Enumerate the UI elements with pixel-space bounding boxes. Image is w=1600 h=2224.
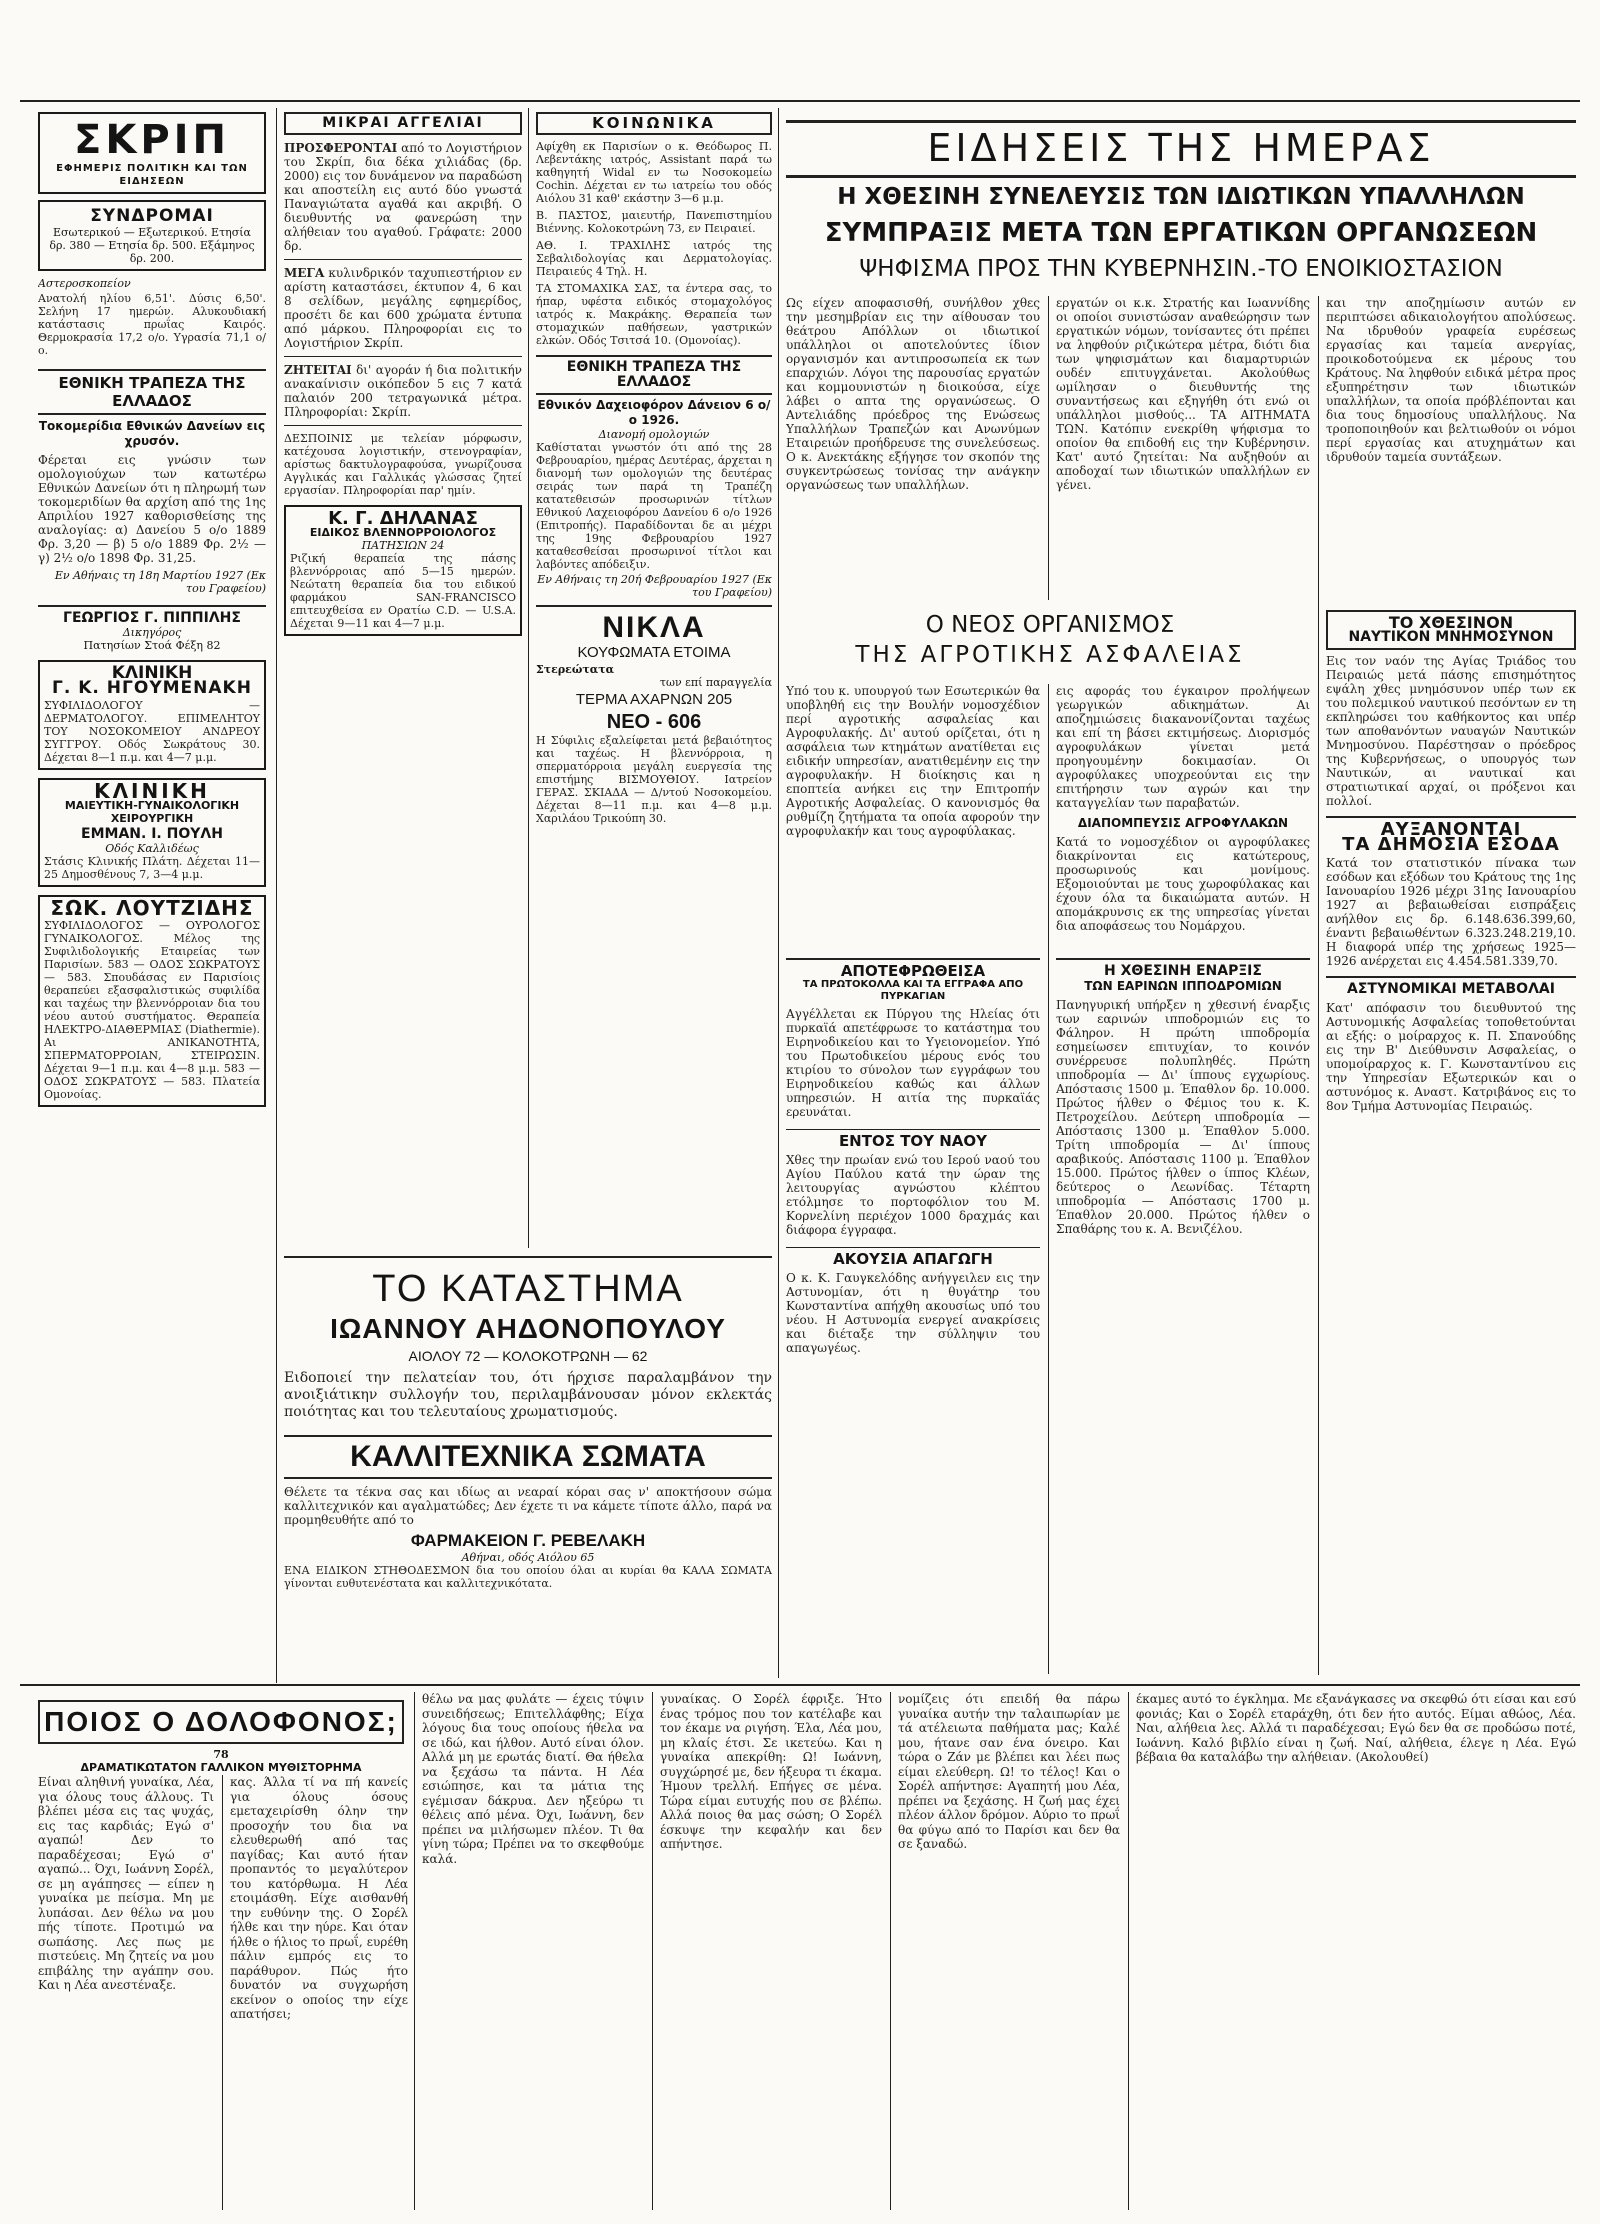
col-divider: [1318, 600, 1319, 1675]
fire-sub: ΤΑ ΠΡΩΤΟΚΟΛΛΑ ΚΑΙ ΤΑ ΕΓΓΡΑΦΑ ΑΠΟ ΠΥΡΚΑΓΙΑΝ: [802, 979, 1024, 1002]
small-ad-3-text: δι' αγοράν ή δια πολιτικήν ανακαίνισιν οικόπεδον 5 εις 7 κατά παλαιόν 200 τετραγωνικά μέτρα. Πληροφορίαι: Σκρίπ.: [284, 363, 522, 419]
horse-text: Πανηγυρική υπήρξεν η χθεσινή έναρξις των εαρινών ιπποδρομιών εις το Φάληρον. Η πρώτη ιπποδρομία εσημείωσεν επιτυχίαν, το κοινόν συνέρρευσε πολυπληθές. Πρώτη ιπποδρομία — Δι' ίππους εγχωρίους. Απόστασις 1500 μ. Έπαθλον δρ. 10.000. Πρώτος ήλθεν ο Φέμιος του κ. Κ. Πετροχείλου. Δεύτερη ιπποδρομία — Απόστασις 1300 μ. Έπαθλον 5.000. Τρίτη ιπποδρομία — Δι' ίππους αραβικούς. Απόστασις 1100 μ. Έπαθλον 15.000. Πρώτος ήλθεν ο ίππος Κλέων, δεύτερος ο Λεωνίδας. Τέταρτη ιπποδρομία — Απόστασις 1700 μ. Έπαθλον 20.000. Πρώτος ήλθεν ο Σπαθάρης του κ. Α. Βενιζέλου.: [1056, 998, 1310, 1236]
fire-title: ΑΠΟΤΕΦΡΩΘΕΙΣΑ: [786, 958, 1040, 979]
agri-col-a: Υπό του κ. υπουργού των Εσωτερικών θα υποβληθή εις την Βουλήν νομοσχέδιον περί αγροτικής ασφαλείας και Αγροφυλακής. Δι' αυτού ορίζεται, ότι η ασφάλεια των κτημάτων ανατίθεται εις ειδικήν υπηρεσίαν, ανατιθεμένην εις την αγροφυλακήν. Η διοίκησις και η εποπτεία ανήκει εις την Επιτροπήν Αγροτικής Ασφαλείας. Ο κανονισμός θα ρυθμίζη ζητήματα τα οποία αφορούν την αγροφυλακήν και τους αγροφύλακας.: [786, 684, 1040, 838]
clinic1-text: ΣΥΦΙΛΙΔΟΛΟΓΟΥ — ΔΕΡΜΑΤΟΛΟΓΟΥ. ΕΠΙΜΕΛΗΤΟΥ ΤΟΥ ΝΟΣΟΚΟΜΕΙΟΥ ΑΝΔΡΕΟΥ ΣΥΓΓΡΟΥ. Οδός Σωκράτους 30. Δέχεται 8—1 π.μ. και 4—7 μ.μ.: [44, 699, 260, 764]
agri-news-col: [786, 958, 1040, 1658]
art-title: ΚΑΛΛΙΤΕΧΝΙΚΑ ΣΩΜΑΤΑ: [284, 1435, 772, 1479]
small-ad-2-title: ΜΕΓΑ: [284, 266, 325, 280]
clinic2-sub: ΜΑΙΕΥΤΙΚΗ-ΓΥΝΑΙΚΟΛΟΓΙΚΗ ΧΕΙΡΟΥΡΓΙΚΗ: [64, 799, 240, 825]
art-text: Θέλετε τα τέκνα σας και ιδίως αι νεαραί κόραι σας ν' αποκτήσουν σώμα καλλιτεχνικόν και αγαλματώδες; Δεν έχετε τι να κάμετε τίποτε άλλο, παρά να προμηθευθήτε από το: [284, 1485, 772, 1527]
revenue-title: ΑΥΞΑΝΟΝΤΑΙ: [1326, 816, 1576, 837]
bank-date: Εν Αθήναις τη 18η Μαρτίου 1927 (Εκ του Γραφείου): [54, 569, 266, 595]
serial-col-4: γυναίκας. Ο Σορέλ έφριξε. Ήτο ένας τρόμος που τον κατέλαβε και τον έκαμε να ριγήση. Έλα, Λέα μου, μη κλαίς έτσι. Σε ικετεύω. Και η γυναίκα απεκρίθη: Ω! Ιωάννη, συγχώρησέ με, δεν ήξευρα τι έκαμα. Ήμουν τρελλή. Επήγες σε μένα. Τώρα είμαι ευτυχής που σε βλέπω. Αλλά ποιος θα μας σώση; Ο Σορέλ έσκυψε την κεφαλήν και δεν απήντησε.: [660, 1692, 882, 1851]
divider: [536, 605, 772, 607]
church-title: ΕΝΤΟΣ ΤΟΥ ΝΑΟΥ: [786, 1129, 1040, 1149]
agri-headline-1: Ο ΝΕΟΣ ΟΡΓΑΝΙΣΜΟΣ: [925, 612, 1175, 638]
small-ad-1: [284, 141, 522, 253]
lead-col-b: εργατών οι κ.κ. Στρατής και Ιωαννίδης οι οποίοι συνιστώσαν αναθεώρησιν των εργατικών νόμων, τονίσαντες ότι πρέπει να ληφθούν ριζικώτερα μέτρα, διότι δια των ψηφισμάτων και διαμαρτυριών ουδέν επιτυγχάνεται. Ακολούθως ωμίλησαν ο διευθυντής της συναντήσεως και εξηγήθη ότι ενώ οι υπάλληλοι μισθούς... ΤΑ ΑΙΤΗΜΑΤΑ ΤΩΝ. Κατόπιν ενεκρίθη ψήφισμα το οποίον θα επιδοθή εις την Κυβέρνησιν. Κατ' αυτό ζητείται: Να αυξηθούν αι αποδοχαί των ιδιωτικών υπαλλήλων εν γένει.: [1056, 296, 1310, 492]
news-masthead: [786, 120, 1576, 178]
nikla-sub: ΚΟΥΦΩΜΑΤΑ ΕΤΟΙΜΑ: [577, 644, 731, 661]
col-divider: [414, 1692, 415, 2210]
bank-sub: Τοκομερίδια Εθνικών Δανείων εις χρυσόν.: [38, 419, 266, 448]
small-ad-2: [284, 266, 522, 350]
divider: [284, 425, 522, 426]
agri-text-c: Κατά το νομοσχέδιον οι αγροφύλακες διακρίνονται εις κατώτερους, προσωρινούς και μονίμους. Εξομοιούνται με τους χωροφύλακας και έχουν όλα τα δικαιώματα αυτών. Η απομάκρυνσις εκ της υπηρεσίας γίνεται δια αποφάσεως του Νομάρχου.: [1056, 835, 1310, 933]
subscriptions-box: [38, 200, 266, 271]
dhlanas-ad: [284, 505, 522, 636]
abduction-text: Ο κ. Κ. Γαυγκελόδης ανήγγειλεν εις την Αστυνομίαν, ότι η θυγάτηρ του Κωνσταντίνα απήχθη ακουσίως υπό του νέου. Η Αστυνομία ενεργεί ανακρίσεις και διέταξε την σύλληψιν του απαγωγέως.: [786, 1271, 1040, 1355]
abduction-title: ΑΚΟΥΣΙΑ ΑΠΑΓΩΓΗ: [786, 1247, 1040, 1267]
dhlanas-name: Κ. Γ. ΔΗΛΑΝΑΣ: [328, 508, 478, 529]
bank2-date: Εν Αθήναις τη 20ή Φεβρουαρίου 1927 (Εκ του Γραφείου): [537, 573, 772, 599]
clinic2-text: Στάσις Κλινικής Πλάτη. Δέχεται 11—25 Δημοσθένους 7, 3—4 μ.μ.: [44, 855, 260, 881]
serial-number: 78: [213, 1748, 229, 1761]
bank2-sub: Εθνικόν Δαχειοφόρον Δάνειον 6 ο/ο 1926.: [537, 398, 771, 427]
lead-headline-1: Η ΧΘΕΣΙΝΗ ΣΥΝΕΛΕΥΣΙΣ ΤΩΝ ΙΔΙΩΤΙΚΩΝ ΥΠΑΛΛΗΛΩΝ: [837, 184, 1525, 210]
paper-subtitle: ΕΦΗΜΕΡΙΣ ΠΟΛΙΤΙΚΗ ΚΑΙ ΤΩΝ ΕΙΔΗΣΕΩΝ: [56, 163, 248, 187]
clinic2-addr: Οδός Καλλιδέως: [105, 842, 199, 855]
police-title: ΑΣΤΥΝΟΜΙΚΑΙ ΜΕΤΑΒΟΛΑΙ: [1326, 976, 1576, 997]
clinic1-name: Γ. Κ. ΗΓΟΥΜΕΝΑΚΗ: [52, 678, 252, 698]
col-divider: [652, 1692, 653, 2210]
subscriptions-title: ΣΥΝΔΡΟΜΑΙ: [90, 206, 214, 226]
col-divider: [890, 1692, 891, 2210]
police-text: Κατ' απόφασιν του διευθυντού της Αστυνομικής Ασφαλείας τοποθετούνται αι εξής: ο μοίραρχος κ. Π. Σπανούδης εις την Β' Διεύθυνσιν Ασφαλείας, ο υπομοίραρχος κ. Γ. Κωνσταντίνου εις την Υπηρεσίαν Εξωτερικών και ο αστυνόμος κ. Αναστ. Κατριβάνος εις το 8ον Τμήμα Αστυνομίας Πειραιώς.: [1326, 1001, 1576, 1113]
fire-text: Αγγέλλεται εκ Πύργου της Ηλείας ότι πυρκαϊά απετέφρωσε το κατάστημα του Ειρηνοδικείου και το Υγειονομείον. Υπό του Πρωτοδικείου μέρους ενός του κτιρίου το σύνολον των εγγράφων του Ειρηνοδικείου καθώς και άλλων υπηρεσιών. Η αιτία της πυρκαϊάς ερευνάται.: [786, 1007, 1040, 1119]
col-divider: [1318, 296, 1319, 600]
social-item-2: Β. ΠΑΣΤΟΣ, μαιευτήρ, Πανεπιστημίου Βιέννης. Κολοκοτρώνη 73, εν Πειραιεί.: [536, 209, 772, 235]
clinic2-box: [38, 778, 266, 887]
store-addr: ΑΙΟΛΟΥ 72 — ΚΟΛΟΚΟΤΡΩΝΗ — 62: [408, 1348, 648, 1364]
horse-title: Η ΧΘΕΣΙΝΗ ΕΝΑΡΞΙΣ: [1056, 958, 1310, 979]
top-rule: [20, 100, 1580, 102]
serial-col-6: έκαμες αυτό το έγκλημα. Με εξανάγκασες να σκεφθώ ότι είσαι και εσύ φονιάς; Και ο Σορέλ εταράχθη, ότι δεν ήτο αυτός. Είμαι αθώος, Λέα. Ναι, αλήθεια λες. Αλλά τι παραδέχεσαι; Εγώ δεν θα σε προδώσω ποτέ, Ιωάννη. Καλό βιβλίο είναι η ζωή. Ναί, αλήθεια, έλεγε η Λέα. Εγώ βέβαια θα καταλάβω την αλήθειαν. (Ακολουθεί): [1136, 1692, 1576, 1764]
horse-col: [1056, 958, 1310, 1658]
pharmacy-text: ΕΝΑ ΕΙΔΙΚΟΝ ΣΤΗΘΟΔΕΣΜΟΝ δια του οποίου όλαι αι κυρίαι θα ΚΑΛΑ ΣΩΜΑΤΑ γίνονται ευθυτενέστατα και καλλιτεχνικότατα.: [284, 1564, 772, 1590]
doctor2-name: ΣΩΚ. ΛΟΥΤΖΙΔΗΣ: [50, 896, 254, 920]
lead-headline-2: ΣΥΜΠΡΑΞΙΣ ΜΕΤΑ ΤΩΝ ΕΡΓΑΤΙΚΩΝ ΟΡΓΑΝΩΣΕΩΝ: [824, 218, 1538, 248]
doctor2-box: [38, 895, 266, 1107]
store-text: Ειδοποιεί την πελατείαν του, ότι ήρχισε παραλαμβάνον την ανοιξιάτικην συλλογήν του, περιλαμβάνουσαν μόνον εκλεκτάς ποιότητας και του τελευταίους χρωματισμούς.: [284, 1370, 772, 1420]
lead-col-c: και την αποζημίωσιν αυτών εν περιπτώσει αδικαιολογήτου απολύσεως. Να ιδρυθούν γραφεία ευρέσεως εργασίας και ταμεία ανεργίας, προικοδοτούμενα εκ μέρους του Κράτους. Να ληφθούν ειδικά μέτρα προς εξυπηρέτησιν των ιδιωτικών υπαλλήλων, τα οποία πρόβλέπονται και δια τους δημοσίους υπαλλήλους. Να τροποποιηθούν και βελτιωθούν οι νόμοι περί εργασίας και ατυχημάτων και ιδρυθούν ταμεία συντάξεων.: [1326, 296, 1576, 464]
doctor1-name: ΓΕΩΡΓΙΟΣ Γ. ΠΙΠΠΙΛΗΣ: [38, 605, 266, 626]
small-ad-1-text: από το Λογιστήριον του Σκρίπ, δια δέκα χιλιάδας (δρ. 2000) εις τον δυνάμενον να παραδώση και αποστείλη εις αυτό δύο γνωστά Παναγιώτατα αγαθά και ακριβή. Ο διευθυντής να φανερώση την αλήθειαν του αγαθού. Γράφατε: 2000 δρ.: [284, 141, 522, 253]
serial-header: [38, 1700, 404, 1774]
agri-headline-2: ΤΗΣ ΑΓΡΟΤΙΚΗΣ ΑΣΦΑΛΕΙΑΣ: [855, 642, 1245, 668]
bank-text: Φέρεται εις γνώσιν των ομολογιούχων των κατωτέρω Εθνικών Δανείων ότι η πληρωμή των τοκομεριδίων θα αρχίση από της 1ης Απριλίου 1927 καθορισθείσης της αναλογίας: α) Δανείου 5 ο/ο 1889 Φρ. 3,20 — β) 5 ο/ο 1889 Φρ. 2½ — γ) 2½ ο/ο 1898 Φρ. 31,25.: [38, 453, 266, 565]
col-divider: [222, 1775, 223, 2210]
revenue-text: Κατά τον στατιστικόν πίνακα των εσόδων και εξόδων του Κράτους της 1ης Ιανουαρίου 1926 μέχρι 31ης Ιανουαρίου 1927 αι βεβαιωθείσαι εισπράξεις ανήλθον εις δρ. 6.148.636.399,60, έναντι βεβαιωθέντων 6.323.248.219,10. Η διαφορά υπέρ της χρήσεως 1925—1926 ανέρχεται εις 4.454.581.339,70.: [1326, 856, 1576, 968]
agri-headlines: [786, 610, 1314, 670]
serial-subtitle: ΔΡΑΜΑΤΙΚΩΤΑΤΟΝ ΓΑΛΛΙΚΟΝ ΜΥΘΙΣΤΟΡΗΜΑ: [80, 1761, 362, 1774]
right-column: [1326, 610, 1576, 1675]
naval-text: Εις τον ναόν της Αγίας Τριάδος του Πειραιώς μετά πάσης επισημότητος εψάλη χθες μνημόσυνον υπέρ των εκ του πολεμικού ναυτικού πεσόντων εν τη εκπληρώσει του καθήκοντος και υπέρ των αποθανόντων ναυαγών Ναυτικών Μνημοσύνου. Παρέστησαν ο πρόεδρος της Κυβερνήσεως, ο υπουργός των Ναυτικών, αι ναυτικαί και στρατιωτικαί αρχαί, οι πρόξενοι και πολλοί.: [1326, 654, 1576, 808]
bank2-sub2: Διανομή ομολογιών: [598, 428, 710, 441]
social-item-3: ΑΘ. Ι. ΤΡΑΧΙΛΗΣ ιατρός της Σεβαλιδολογίας και Δερματολογίας. Πειραιεύς 4 Τηλ. Η.: [536, 239, 772, 278]
clinic2-name: ΕΜΜΑΝ. Ι. ΠΟΥΛΗ: [81, 826, 223, 842]
serial-col-2: κας. Άλλα τί να πή κανείς για όλους όσους εμεταχειρίσθη όλην την προσοχήν του δια να ελευθερωθή από τας παγίδας; Και αυτό ήταν προπαντός το μεγαλύτερον του κατόρθωμα. Η Λέα ετοιμάσθη. Είχε αισθανθή την ευθύνην της. Ο Σορέλ ήλθε και την ηύρε. Και όταν ήλθε ο ήλιος το πρωΐ, ευρέθη πάλιν εμπρός εις το παράθυρον. Πώς ήτο δυνατόν να συγχωρήση εκείνον ο οποίος την είχε απατήσει;: [230, 1775, 408, 2021]
col-divider: [276, 108, 277, 1683]
astro-label: Αστεροσκοπείον: [38, 277, 131, 290]
small-ad-4: ΔΕΣΠΟΙΝΙΣ με τελείαν μόρφωσιν, κατέχουσα λογιστικήν, στενογραφίαν, αρίστως δακτυλογραφούσα, γνωρίζουσα Αγγλικάς και Γαλλικάς γλώσσας ζητεί εργασίαν. Πληροφορίαι παρ' ημίν.: [284, 432, 522, 497]
nikla-line2: των επί παραγγελία: [659, 676, 772, 689]
agri-subhead: ΔΙΑΠΟΜΠΕΥΣΙΣ ΑΓΡΟΦΥΛΑΚΩΝ: [1077, 816, 1289, 830]
nikla-addr: ΤΕΡΜΑ ΑΧΑΡΝΩΝ 205: [575, 691, 733, 708]
left-column: [38, 112, 266, 1677]
neo606-title: ΝΕΟ - 606: [606, 711, 702, 733]
naval-title: ΤΟ ΧΘΕΣΙΝΟΝ: [1326, 610, 1576, 630]
col-divider: [778, 108, 779, 1678]
small-ad-3-title: ΖΗΤΕΙΤΑΙ: [284, 363, 352, 377]
small-ads-column: [284, 112, 522, 1252]
bank2-text: Καθίσταται γνωστόν ότι από της 28 Φεβρουαρίου, ημέρας Δευτέρας, άρχεται η διανομή των ομολογιών της δευτέρας σειράς των παρά τη Τραπέζη κατατεθεισών προσωρινών τίτλων Εθνικού Λαχειοφόρου Δανείου 6 ο/ο 1926 (Επιτροπής). Παραδίδονται δε αι μέχρι της 19ης Φεβρουαρίου 1927 καταθεσθείσαι προσωρινοί τίτλοι και λαβόντες απόδειξιν.: [536, 441, 772, 571]
col-divider: [1048, 684, 1049, 1674]
paper-nameplate: [38, 112, 266, 194]
social-title: ΚΟΙΝΩΝΙΚΑ: [536, 112, 772, 135]
dhlanas-addr: ΠΑΤΗΣΙΩΝ 24: [361, 539, 445, 552]
paper-name: ΣΚΡΙΠ: [74, 117, 230, 163]
serial-col-3: θέλω να μας φυλάτε — έχεις τύψιν συνειδήσεως; Επιτελλάφθης; Είχα λόγους δια τους οποίους ήθελα να σε ιδώ, και ήλθον. Αυτό είναι όλον. Αλλά μη με ερωτάς διατί. Θα ήθελα να ξεχάσω τα πάντα. Η Λέα εσιώπησε, και τα μάτια της εγέμισαν δάκρυα. Δεν ηξεύρω τι θέλεις από μένα. Όχι, Ιωάννη, δεν πρέπει να μιλήσωμεν πλέον. Τι θα γίνη τώρα; Πρέπει να το σκεφθούμε καλά.: [422, 1692, 644, 1866]
dhlanas-sub: ΕΙΔΙΚΟΣ ΒΛΕΝΝΟΡΡΟΙΟΛΟΓΟΣ: [309, 526, 497, 539]
small-ad-1-title: ΠΡΟΣΦΕΡΟΝΤΑΙ: [284, 141, 398, 155]
social-column: [536, 112, 772, 1252]
clinic2-title: ΚΛΙΝΙΚΗ: [94, 779, 210, 803]
nikla-line: Στερεώτατα: [536, 663, 615, 676]
naval-sub: ΝΑΥΤΙΚΟΝ ΜΝΗΜΟΣΥΝΟΝ: [1326, 630, 1576, 650]
neo606-text: Η Σύφιλις εξαλείφεται μετά βεβαιότητος και ταχέως. Η βλεννόρροια, η σπερματόρροια μεγάλη ευεργεσία της επιστήμης ΒΙΣΜΟΥΘΙΟΥ. Ιατρείον ΓΕΡΑΣ. ΣΚΙΑΔΑ — Δ/ντού Νοσοκομείου. Δέχεται 8—11 π.μ. και 4—8 μ.μ. Χαριλάου Τρικούπη 30.: [536, 734, 772, 825]
divider: [284, 356, 522, 357]
col-divider: [528, 108, 529, 1248]
bank-title: ΕΘΝΙΚΗ ΤΡΑΠΕΖΑ ΤΗΣ ΕΛΛΑΔΟΣ: [38, 369, 266, 415]
horse-sub: ΤΩΝ ΕΑΡΙΝΩΝ ΙΠΠΟΔΡΟΜΙΩΝ: [1084, 979, 1282, 993]
lead-headlines: [786, 182, 1576, 284]
col-divider: [1128, 1692, 1129, 2210]
small-ad-2-text: κυλινδρικόν ταχυπιεστήριον εν αρίστη καταστάσει, έκτυπον 4, 6 και 8 σελίδων, μεγάλης εφημερίδος, προσέτι δε και 600 χρώματα έντυπα από μάρκου. Πληροφορίαι εις το Λογιστήριον Σκρίπ.: [284, 266, 522, 350]
clinic1-box: [38, 660, 266, 770]
revenue-sub: ΤΑ ΔΗΜΟΣΙΑ ΕΣΟΔΑ: [1342, 834, 1560, 855]
lead-headline-3: ΨΗΦΙΣΜΑ ΠΡΟΣ ΤΗΝ ΚΥΒΕΡΝΗΣΙΝ.-ΤΟ ΕΝΟΙΚΙΟΣΤΑΣΙΟΝ: [859, 256, 1503, 282]
serial-col-1: Είναι αληθινή γυναίκα, Λέα, για όλους τους άλλους. Τι βλέπει μέσα εις τας ψυχάς, εις τας καρδιάς; Εγώ σ' αγαπώ! Δεν το παραδέχεσαι; Εγώ σ' αγαπώ... Όχι, Ιωάννη Σορέλ, σε μη αγάπησες — είπεν η γυναίκα με πείσμα. Μη με λυπάσαι. Δεν θέλω να μου πής τίποτε. Προτιμώ να σωπάσης. Λες πως με πιστεύεις. Μη ζητείς να μου επιβάλης την αγάπην σου. Και η Λέα ανεστέναξε.: [38, 1775, 214, 1992]
doctor2-text: ΣΥΦΙΛΙΔΟΛΟΓΟΣ — ΟΥΡΟΛΟΓΟΣ ΓΥΝΑΙΚΟΛΟΓΟΣ. Μέλος της Συφιλιδολογικής Εταιρείας των Παρισίων. 583 — ΟΔΟΣ ΣΩΚΡΑΤΟΥΣ — 583. Σπουδάσας εν Παρισίοις θεραπεύει εξασφαλιστικώς συφιλίδα και ταχέως την βλεννόρροιαν δια του νέου αυτού συστήματος. Θεραπεία ΗΛΕΚΤΡΟ-ΔΙΑΘΕΡΜΙΑΣ (Diathermie). Αι ΑΝΙΚΑΝΟΤΗΤΑ, ΣΠΕΡΜΑΤΟΡΡΟΙΑΝ, ΣΤΕΙΡΩΣΙΝ. Δέχεται 9—1 π.μ. και 4—8 μ.μ. 583 — ΟΔΟΣ ΣΩΚΡΑΤΟΥΣ — 583. Πλατεία Ομονοίας.: [44, 919, 260, 1101]
store-ad: [284, 1256, 772, 1678]
small-ads-title: ΜΙΚΡΑΙ ΑΓΓΕΛΙΑΙ: [284, 112, 522, 135]
serial-title: ΠΟΙΟΣ Ο ΔΟΛΟΦΟΝΟΣ;: [38, 1700, 404, 1744]
social-item-4: ΤΑ ΣΤΟΜΑΧΙΚΑ ΣΑΣ, τα έντερα σας, το ήπαρ, υφέστα ειδικός στομαχολόγος ιατρός κ. Μακράκης. Θεραπεία των στομαχικών παθήσεων, γαστρικών ελκών. Οδός Τσιτσά 10. (Ομονοίας).: [536, 282, 772, 347]
divider: [284, 259, 522, 260]
masthead-title: ΕΙΔΗΣΕΙΣ ΤΗΣ ΗΜΕΡΑΣ: [927, 126, 1435, 170]
clinic1-title: ΚΛΙΝΙΚΗ: [111, 663, 193, 683]
social-item-1: Αφίχθη εκ Παρισίων ο κ. Θεόδωρος Π. Λεβεντάκης ιατρός, Assistant παρά τω καθηγητή Widal εν τω Νοσοκομείω Cochin. Δέχεται εν τω ιατρείω του οδός Αιόλου 31 καθ' εκάστην 3—6 μ.μ.: [536, 140, 772, 205]
feuilleton-rule: [20, 1684, 1580, 1686]
nikla-title: ΝΙΚΛΑ: [602, 611, 706, 644]
agri-text-b: εις αφοράς του έγκαιρον προλήψεων γεωργικών αδικημάτων. Αι αποζημιώσεις διακανονίζονται ταχέως και επί τη βάσει εκτιμήσεως. Διορισμός αγροφυλάκων γίνεται μετά προηγουμένην δοκιμασίαν. Οι αγροφύλακες υποχρεούνται εις την επιτήρησιν των αγρών και την καταγγελίαν των παραβατών.: [1056, 684, 1310, 810]
pharmacy-addr: Αθήναι, οδός Αιόλου 65: [461, 1551, 595, 1564]
subscriptions-text: Εσωτερικού — Εξωτερικού. Ετησία δρ. 380 — Ετησία δρ. 500. Εξάμηνος δρ. 200.: [49, 226, 255, 265]
dhlanas-text: Ριζική θεραπεία της πάσης βλεννόρροιας από 5—15 ημερών. Νεώτατη θεραπεία δια του ειδικού φαρμάκου SAN-FRANCISCO επιτευχθείσα εν Ορατίω C.D. — U.S.A. Δέχεται 9—11 και 4—7 μ.μ.: [290, 552, 516, 630]
bank2-title: ΕΘΝΙΚΗ ΤΡΑΠΕΖΑ ΤΗΣ ΕΛΛΑΔΟΣ: [536, 355, 772, 395]
pharmacy-name: ΦΑΡΜΑΚΕΙΟΝ Γ. ΡΕΒΕΛΑΚΗ: [410, 1531, 646, 1550]
lead-col-a: Ως είχεν αποφασισθή, συνήλθον χθες την μεσημβρίαν εις την αίθουσαν του θεάτρου Απόλλων οι ιδιωτικοί υπάλληλοι οι αποτελούντες ίδιον οργανισμόν και αντιπροσωπεία εκ των επαρχιών. Λόγοι της παρουσίας εργατών και κομμουνιστών η διοικούσα, είχε λάβει ο απτα της οργανώσεως. Ο Αντελιάδης πρόεδρος της Ενώσεως Υπαλλήλων Τραπεζών και Ανωνύμων Εταιρειών προήδρευσε της συνελεύσεως. Ο κ. Ανεκτάκης εξήγησε τον σκοπόν της συγκεντρώσεως τονίσας την ανάγκην οργανώσεως των υπαλλήλων.: [786, 296, 1040, 492]
church-text: Χθες την πρωίαν ενώ του Ιερού ναού του Αγίου Παύλου κατά την ώραν της λειτουργίας αγνώστου κλέπτου ετόλμησε το πορτοφόλιον του Μ. Κορνελίνη περιέχον 1000 δραχμάς και διάφορα έγγραφα.: [786, 1153, 1040, 1237]
doctor1-addr: Πατησίων Στοά Φέξη 82: [83, 639, 221, 652]
astro-text: Ανατολή ηλίου 6,51'. Δύσις 6,50'. Σελήνη 17 ημερών. Αλυκουδιακή κατάστασις πρωΐας Καιρός. Θερμοκρασία 17,2 ο/ο. Υγρασία 71,1 ο/ο.: [38, 292, 266, 357]
agri-col-b: [1056, 684, 1310, 948]
serial-col-5: νομίζεις ότι επειδή θα πάρω γυναίκα αυτήν την ταλαιπωρίαν με τά ατέλειωτα παθήματα μας; Καλέ μου, ήτανε σαν ένα όνειρο. Και τώρα ο Ζάν με βλέπει και λέει πως είμαι ελεύθερη. Ω! το τέλος! Και ο Σορέλ απήντησε: Αγαπητή μου Λέα, πρέπει να ξεχάσης. Η ζωή μας έχει πλέον άλλον δρόμον. Αύριο το πρωΐ θα φύγω από το Παρίσι και δεν θα σε ξαναδώ.: [898, 1692, 1120, 1851]
doctor1-role: Δικηγόρος: [122, 626, 182, 639]
store-title: ΤΟ ΚΑΤΑΣΤΗΜΑ: [372, 1268, 684, 1310]
col-divider: [1048, 296, 1049, 600]
store-name: ΙΩΑΝΝΟΥ ΑΗΔΟΝΟΠΟΥΛΟΥ: [330, 1313, 726, 1344]
small-ad-3: [284, 363, 522, 419]
